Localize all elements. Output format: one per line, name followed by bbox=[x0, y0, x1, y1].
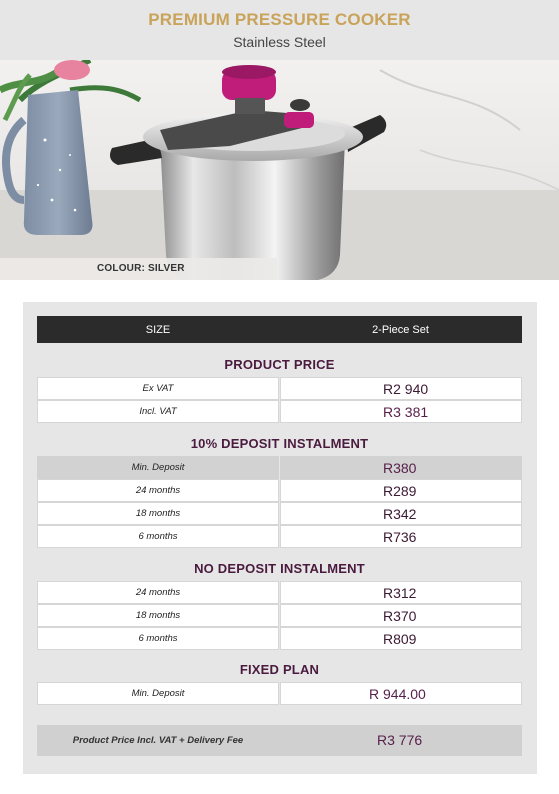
row-value: R312 bbox=[280, 581, 522, 604]
row-label: 24 months bbox=[37, 479, 279, 502]
row-value: R370 bbox=[280, 604, 522, 627]
section-title-deposit: 10% DEPOSIT INSTALMENT bbox=[190, 436, 369, 451]
table-row bbox=[37, 581, 522, 604]
table-row bbox=[37, 502, 522, 525]
row-value: R 944.00 bbox=[280, 682, 522, 705]
table-row bbox=[37, 604, 522, 627]
table-row bbox=[37, 377, 522, 400]
table-row bbox=[37, 525, 522, 548]
size-value: 2-Piece Set bbox=[372, 324, 429, 336]
row-label: Min. Deposit bbox=[37, 456, 279, 479]
table-row bbox=[37, 456, 522, 479]
table-row bbox=[37, 627, 522, 650]
row-label: 6 months bbox=[37, 627, 279, 650]
size-label: SIZE bbox=[145, 324, 171, 336]
product-title: PREMIUM PRESSURE COOKER bbox=[148, 10, 411, 29]
row-value: R3 381 bbox=[280, 400, 522, 423]
row-label: 6 months bbox=[37, 525, 279, 548]
valve-button bbox=[284, 112, 314, 128]
row-value: R342 bbox=[280, 502, 522, 525]
row-value: R809 bbox=[280, 627, 522, 650]
section-title-fixed-plan: FIXED PLAN bbox=[239, 662, 320, 677]
row-value: R289 bbox=[280, 479, 522, 502]
row-label: Ex VAT bbox=[37, 377, 279, 400]
row-label: 18 months bbox=[37, 604, 279, 627]
jug-shape bbox=[24, 90, 93, 235]
total-row bbox=[37, 725, 522, 756]
product-image bbox=[0, 60, 559, 280]
row-value: R2 940 bbox=[280, 377, 522, 400]
row-label: 24 months bbox=[37, 581, 279, 604]
row-label: 18 months bbox=[37, 502, 279, 525]
pressure-cooker-illustration bbox=[0, 60, 559, 280]
row-label: Incl. VAT bbox=[37, 400, 279, 423]
total-value: R3 776 bbox=[377, 732, 423, 748]
total-label: Product Price Incl. VAT + Delivery Fee bbox=[72, 735, 244, 746]
table-row bbox=[37, 400, 522, 423]
row-value: R380 bbox=[280, 456, 522, 479]
table-row bbox=[37, 479, 522, 502]
row-value: R736 bbox=[280, 525, 522, 548]
section-title-product-price: PRODUCT PRICE bbox=[224, 357, 335, 372]
section-title-no-deposit: NO DEPOSIT INSTALMENT bbox=[194, 561, 365, 576]
colour-label-box bbox=[0, 258, 277, 280]
colour-label: COLOUR: SILVER bbox=[97, 263, 185, 274]
page-header bbox=[0, 0, 559, 60]
row-label: Min. Deposit bbox=[37, 682, 279, 705]
size-header-row bbox=[37, 316, 522, 343]
table-row bbox=[37, 682, 522, 705]
product-subtitle: Stainless Steel bbox=[233, 34, 326, 50]
tulip-flower bbox=[54, 60, 90, 80]
